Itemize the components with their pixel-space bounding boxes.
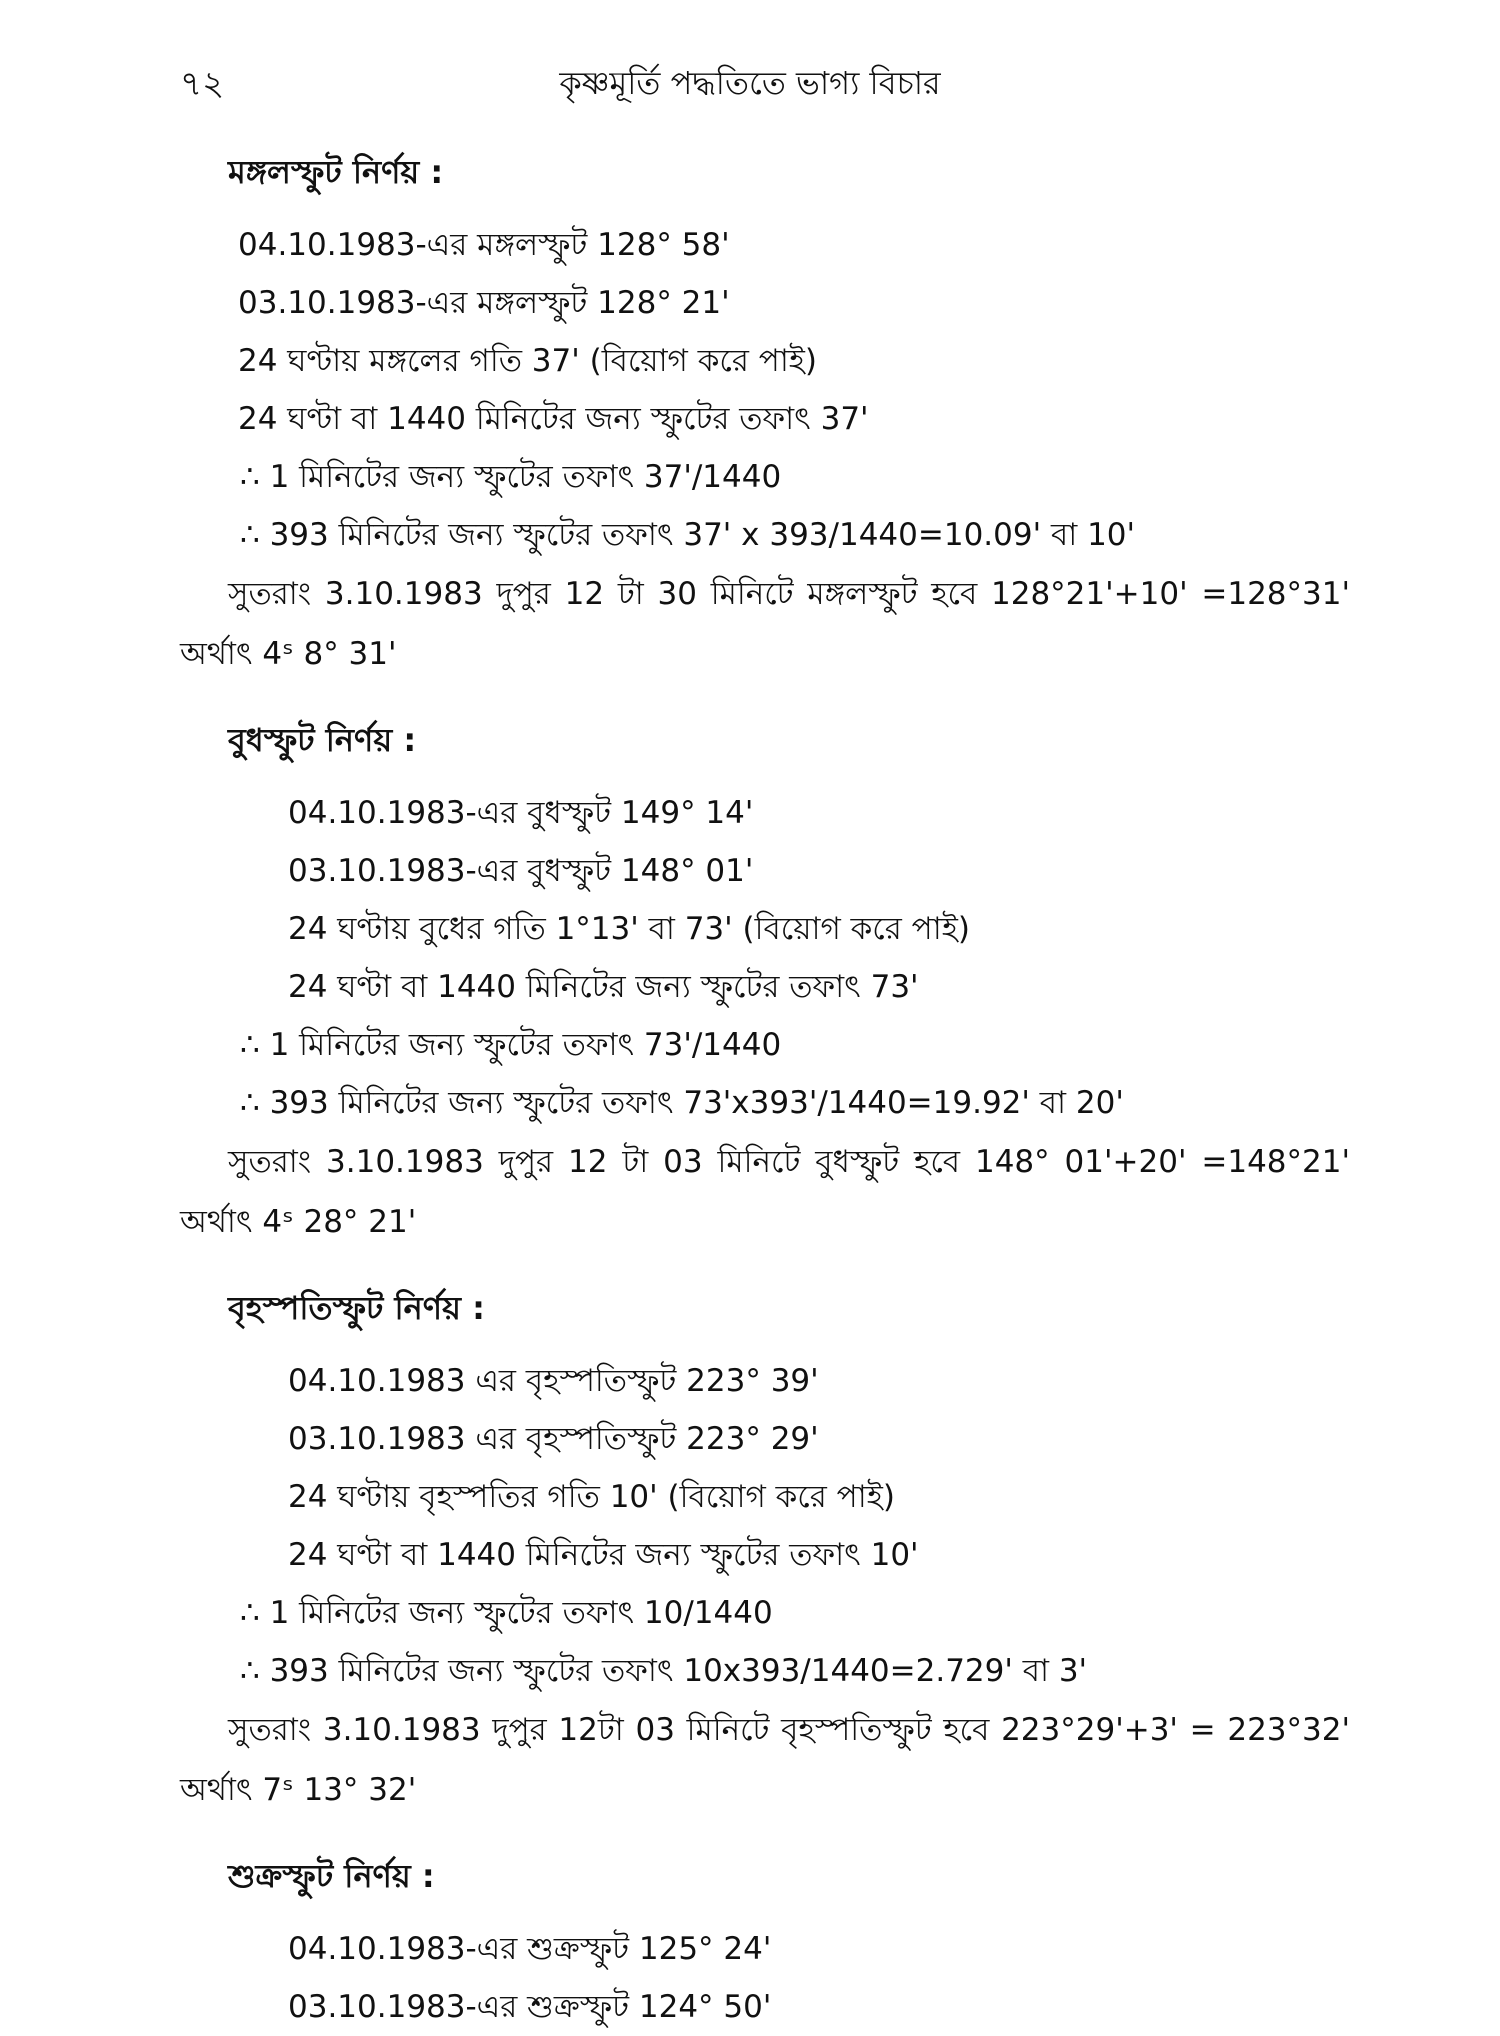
text-line: 04.10.1983 এর বৃহস্পতিস্ফুট 223° 39' <box>288 1363 819 1399</box>
page-content <box>180 150 1350 2036</box>
venus-section <box>180 1854 1350 2036</box>
text-line: 03.10.1983-এর বুধস্ফুট 148° 01' <box>288 853 754 889</box>
section-heading: মঙ্গলস্ফুট নির্ণয় : <box>228 153 444 191</box>
text-line: ∴ 1 মিনিটের জন্য স্ফুটের তফাৎ 10/1440 <box>240 1595 773 1631</box>
text-line: 24 ঘণ্টায় মঙ্গলের গতি 37' (বিয়োগ করে পাই) <box>238 343 818 379</box>
conclusion-paragraph: সুতরাং 3.10.1983 দুপুর 12 টা 30 মিনিটে মঙ্গলস্ফুট হবে 128°21'+10' =128°31' অর্থাৎ 4ˢ 8° 31' <box>180 576 1350 672</box>
page-number: ৭২ <box>180 64 225 104</box>
text-line: 03.10.1983-এর মঙ্গলস্ফুট 128° 21' <box>238 285 730 321</box>
section-heading: বুধস্ফুট নির্ণয় : <box>228 721 417 759</box>
text-line: ∴ 393 মিনিটের জন্য স্ফুটের তফাৎ 73'x393'/1440=19.92' বা 20' <box>240 1085 1124 1121</box>
text-line: 24 ঘণ্টা বা 1440 মিনিটের জন্য স্ফুটের তফাৎ 10' <box>288 1537 919 1573</box>
text-line: 24 ঘণ্টায় বৃহস্পতির গতি 10' (বিয়োগ করে পাই) <box>288 1479 895 1515</box>
page-header <box>0 58 1500 108</box>
text-line: 04.10.1983-এর মঙ্গলস্ফুট 128° 58' <box>238 227 730 263</box>
running-title: কৃষ্ণমূর্তি পদ্ধতিতে ভাগ্য বিচার <box>559 64 941 102</box>
text-line: 04.10.1983-এর বুধস্ফুট 149° 14' <box>288 795 754 831</box>
text-line: 24 ঘণ্টা বা 1440 মিনিটের জন্য স্ফুটের তফাৎ 37' <box>238 401 869 437</box>
text-line: 03.10.1983 এর বৃহস্পতিস্ফুট 223° 29' <box>288 1421 819 1457</box>
section-heading: শুক্রস্ফুট নির্ণয় : <box>228 1857 435 1895</box>
mercury-section <box>180 718 1350 1252</box>
text-line: 24 ঘণ্টায় বুধের গতি 1°13' বা 73' (বিয়োগ করে পাই) <box>288 911 970 947</box>
spacer <box>180 1820 1350 1854</box>
section-heading: বৃহস্পতিস্ফুট নির্ণয় : <box>228 1289 485 1327</box>
text-line: ∴ 1 মিনিটের জন্য স্ফুটের তফাৎ 73'/1440 <box>240 1027 782 1063</box>
text-line: 03.10.1983-এর শুক্রস্ফুট 124° 50' <box>288 1989 772 2025</box>
text-line: 24 ঘণ্টা বা 1440 মিনিটের জন্য স্ফুটের তফাৎ 73' <box>288 969 919 1005</box>
conclusion-paragraph: সুতরাং 3.10.1983 দুপুর 12 টা 03 মিনিটে বুধস্ফুট হবে 148° 01'+20' =148°21' অর্থাৎ 4ˢ 28° 21' <box>180 1144 1350 1240</box>
spacer <box>180 1252 1350 1286</box>
text-line: ∴ 393 মিনিটের জন্য স্ফুটের তফাৎ 10x393/1440=2.729' বা 3' <box>240 1653 1088 1689</box>
text-line: 04.10.1983-এর শুক্রস্ফুট 125° 24' <box>288 1931 772 1967</box>
text-line: ∴ 1 মিনিটের জন্য স্ফুটের তফাৎ 37'/1440 <box>240 459 782 495</box>
text-line: ∴ 393 মিনিটের জন্য স্ফুটের তফাৎ 37' x 393/1440=10.09' বা 10' <box>240 517 1136 553</box>
conclusion-paragraph: সুতরাং 3.10.1983 দুপুর 12টা 03 মিনিটে বৃহস্পতিস্ফুট হবে 223°29'+3' = 223°32' অর্থাৎ 7ˢ 13° 32' <box>180 1712 1350 1808</box>
jupiter-section <box>180 1286 1350 1820</box>
spacer <box>180 684 1350 718</box>
mars-section <box>180 150 1350 684</box>
